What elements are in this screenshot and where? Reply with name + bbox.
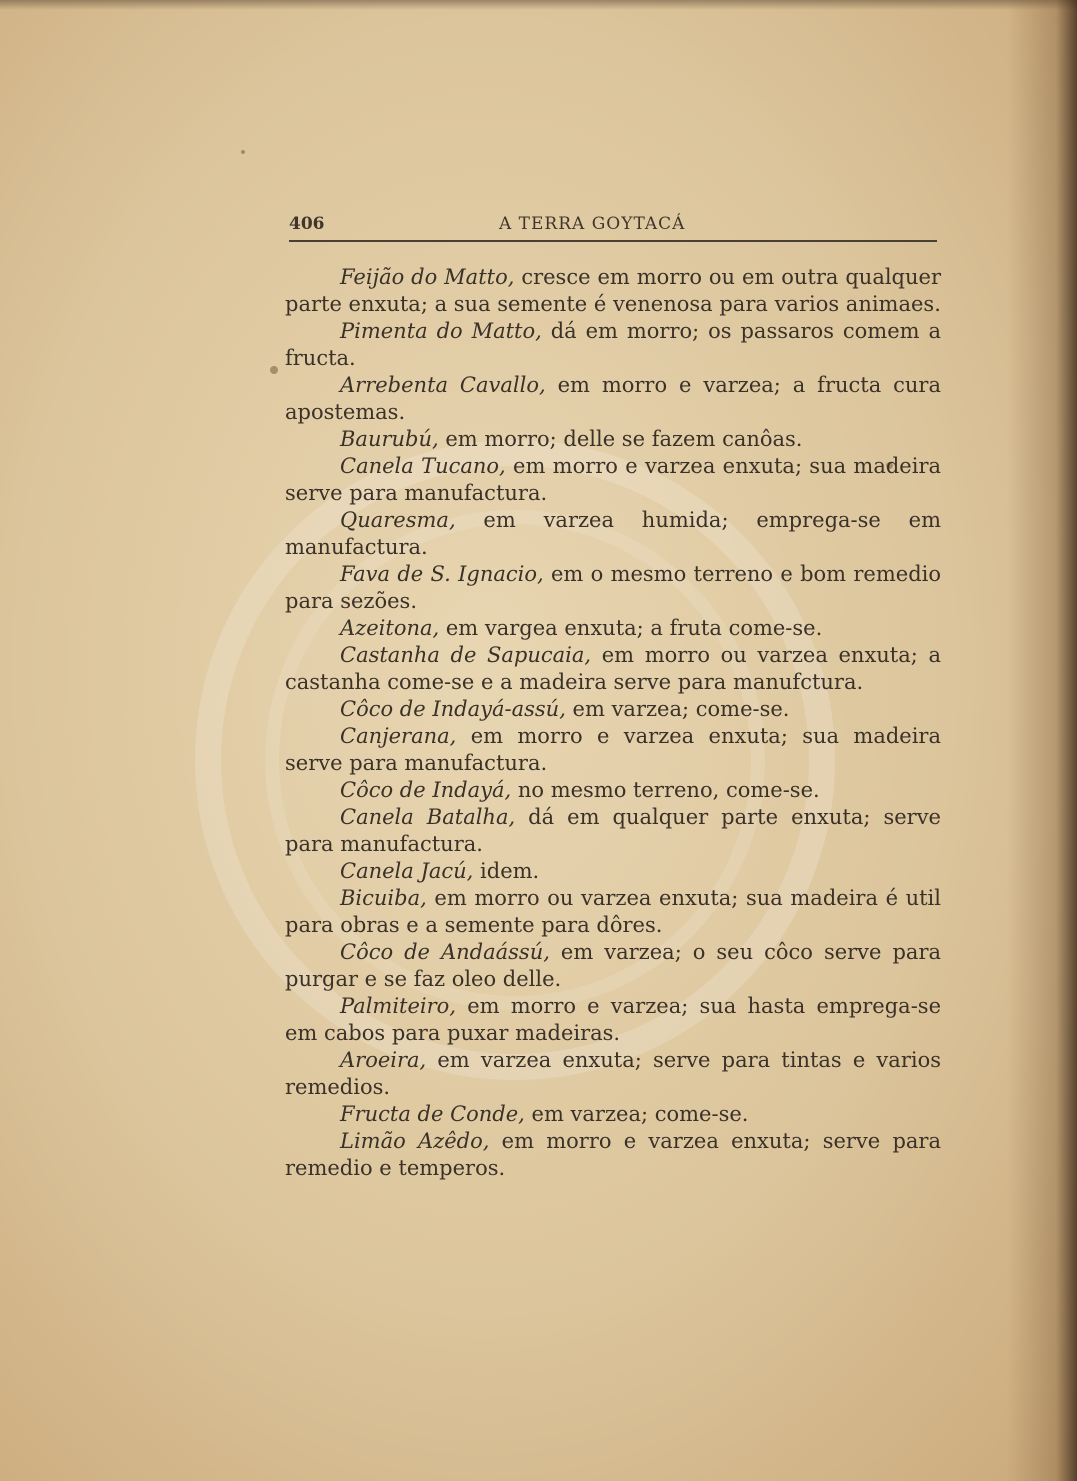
entry-text: cresce em morro ou em outra qualquer parte enxuta; a sua semente é venenosa para varios animaes. (285, 265, 941, 316)
entry-name: Canela Jacú, (340, 859, 474, 883)
entry-castanha-de-sapucaia (285, 642, 941, 696)
entry-baurubu (285, 426, 941, 453)
entry-name: Arrebenta Cavallo, (340, 373, 546, 397)
entry-arrebenta-cavallo (285, 372, 941, 426)
entry-name: Feijão do Matto, (340, 265, 515, 289)
entry-text: em o mesmo terreno e bom remedio para sezões. (285, 562, 941, 613)
entry-limao-azedo (285, 1128, 941, 1182)
entry-name: Côco de Indayá-assú, (340, 697, 566, 721)
entry-name: Azeitona, (340, 616, 440, 640)
entry-name: Côco de Indayá, (340, 778, 512, 802)
entry-aroeira (285, 1047, 941, 1101)
entry-canela-tucano (285, 453, 941, 507)
entry-quaresma (285, 507, 941, 561)
page-header (289, 212, 937, 242)
entry-coco-de-indaya (285, 777, 941, 804)
entry-text: em morro e varzea; sua hasta emprega-se em cabos para puxar madeiras. (285, 994, 941, 1045)
entry-feijao-do-matto (285, 264, 941, 318)
page-number: 406 (289, 214, 325, 234)
entry-canela-batalha (285, 804, 941, 858)
entry-canela-jacu (285, 858, 941, 885)
entry-name: Fava de S. Ignacio, (340, 562, 544, 586)
entry-coco-de-andaassu (285, 939, 941, 993)
page-body (285, 264, 941, 1182)
entry-text: em morro ou varzea enxuta; a castanha come-se e a madeira serve para manufctura. (285, 643, 941, 694)
ink-stain (270, 366, 278, 374)
entry-name: Fructa de Conde, (340, 1102, 525, 1126)
entry-text: em morro e varzea; a fructa cura apostemas. (285, 373, 941, 424)
entry-coco-de-indaya-assu (285, 696, 941, 723)
entry-name: Baurubú, (340, 427, 439, 451)
entry-name: Limão Azêdo, (340, 1129, 490, 1153)
entry-text: em morro e varzea enxuta; sua madeira serve para manufactura. (285, 454, 942, 505)
entry-palmiteiro (285, 993, 941, 1047)
entry-text: dá em qualquer parte enxuta; serve para manufactura. (285, 805, 941, 856)
ink-stain (241, 150, 245, 154)
entry-text: em morro e varzea enxuta; serve para remedio e temperos. (285, 1129, 941, 1180)
page-top-shadow (0, 0, 1077, 10)
entry-fructa-de-conde (285, 1101, 941, 1128)
entry-text: no mesmo terreno, come-se. (511, 778, 820, 802)
entry-name: Palmiteiro, (340, 994, 456, 1018)
entry-canjerana (285, 723, 941, 777)
entry-text: em morro ou varzea enxuta; sua madeira é util para obras e a semente para dôres. (285, 886, 941, 937)
entry-azeitona (285, 615, 941, 642)
entry-name: Aroeira, (340, 1048, 427, 1072)
entry-name: Canjerana, (340, 724, 457, 748)
entry-text: em varzea humida; emprega-se em manufactura. (285, 508, 941, 559)
entry-text: em varzea enxuta; serve para tintas e varios remedios. (285, 1048, 941, 1099)
entry-pimenta-do-matto (285, 318, 941, 372)
entry-text: idem. (473, 859, 540, 883)
running-title: A TERRA GOYTACÁ (499, 214, 686, 234)
entry-bicuiba (285, 885, 941, 939)
entry-fava-de-s-ignacio (285, 561, 941, 615)
page-binding-shadow (1007, 0, 1077, 1481)
entry-name: Côco de Andaássú, (340, 940, 550, 964)
entry-name: Pimenta do Matto, (340, 319, 542, 343)
entry-text: em varzea; come-se. (565, 697, 790, 721)
entry-text: em varzea; o seu côco serve para purgar e se faz oleo delle. (285, 940, 941, 991)
entry-text: dá em morro; os passaros comem a fructa. (285, 319, 941, 370)
entry-name: Canela Tucano, (340, 454, 506, 478)
entry-text: em varzea; come-se. (524, 1102, 749, 1126)
entry-name: Bicuiba, (340, 886, 427, 910)
entry-name: Castanha de Sapucaia, (340, 643, 592, 667)
entry-text: em vargea enxuta; a fruta come-se. (439, 616, 823, 640)
entry-text: em morro e varzea enxuta; sua madeira serve para manufactura. (285, 724, 941, 775)
entry-text: em morro; delle se fazem canôas. (438, 427, 803, 451)
entry-name: Quaresma, (340, 508, 456, 532)
entry-name: Canela Batalha, (340, 805, 516, 829)
